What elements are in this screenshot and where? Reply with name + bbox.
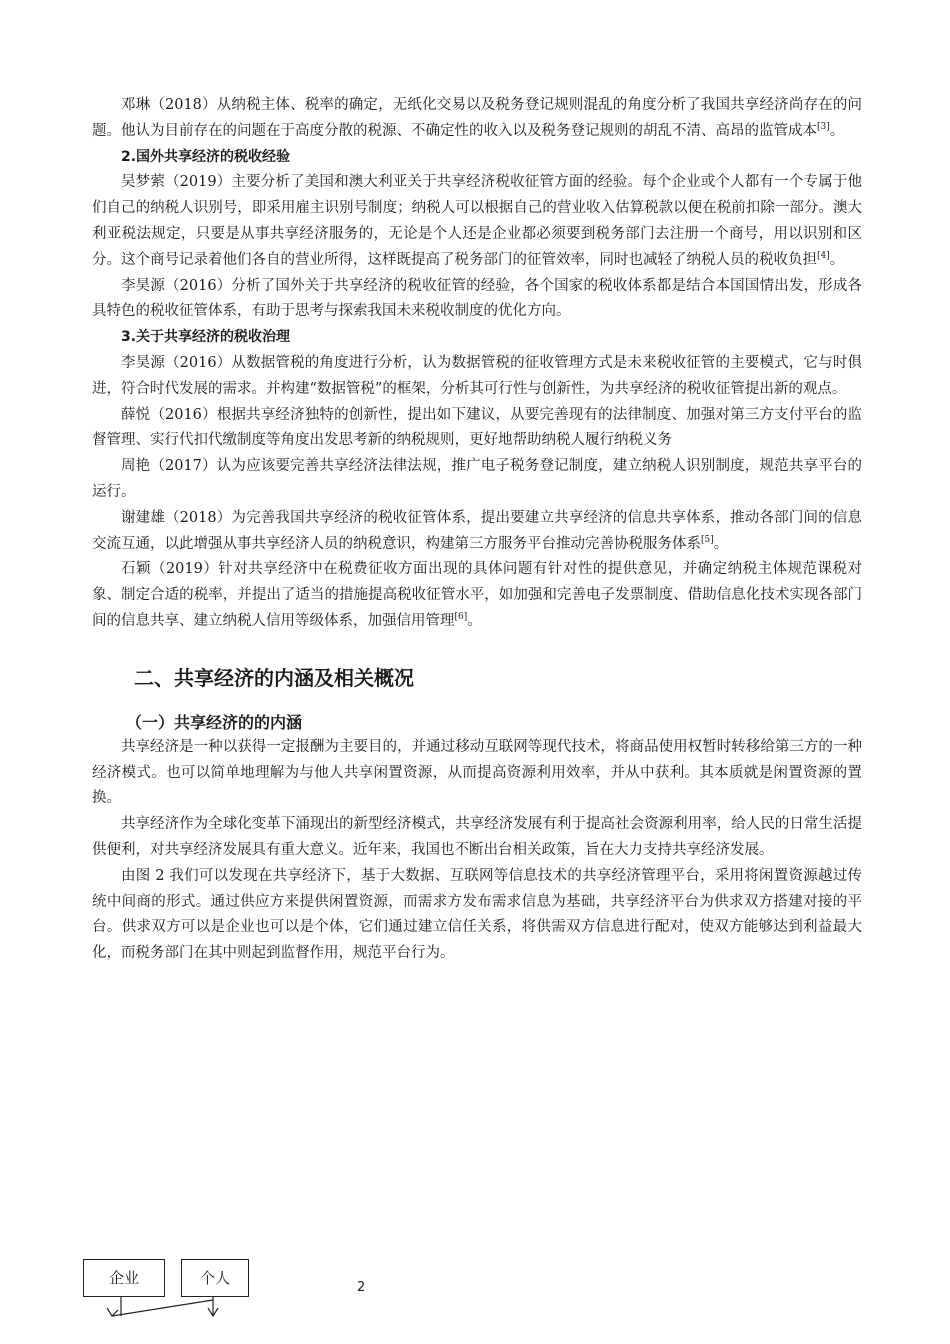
page-number: 2 xyxy=(357,1280,366,1295)
heading-foreign-experience: 2.国外共享经济的税收经验 xyxy=(121,148,291,165)
paragraph xyxy=(92,170,862,273)
paragraph xyxy=(92,454,862,506)
paragraph-group-1 xyxy=(92,93,862,145)
paragraph-text: 邓琳（2018）从纳税主体、税率的确定，无纸化交易以及税务登记规则混乱的角度分析了我国共享经济尚存在的问题。他认为目前存在的问题在于高度分散的税源、不确定性的收入以及税务登记规则的胡乱不清、高昂的监管成本 xyxy=(92,97,862,139)
paragraph xyxy=(92,93,862,145)
document-body xyxy=(92,93,862,967)
paragraph xyxy=(92,557,862,634)
paragraph-text: 共享经济作为全球化变革下涌现出的新型经济模式，共享经济发展有利于提高社会资源利用率，给人民的日常生活提供便利，对共享经济发展具有重大意义。近年来，我国也不断出台相关政策，旨在大力支持共享经济发展。 xyxy=(92,816,862,858)
citation-ref: [3] xyxy=(817,121,830,132)
paragraph-text: 李昊源（2016）从数据管税的角度进行分析，认为数据管税的征收管理方式是未来税收征管的主要模式，它与时俱进，符合时代发展的需求。并构建“数据管税”的框架，分析其可行性与创新性，为共享经济的税收征管提出新的观点。 xyxy=(92,354,862,397)
paragraph xyxy=(92,506,862,558)
paragraph-text: 薛悦（2016）根据共享经济独特的创新性，提出如下建议，从要完善现有的法律制度、加强对第三方支付平台的监督管理、实行代扣代缴制度等角度出发思考新的纳税规则，更好地帮助纳税人履行纳税义务 xyxy=(92,406,862,449)
paragraph-text: 周艳（2017）认为应该要完善共享经济法律法规，推广电子税务登记制度，建立纳税人识别制度，规范共享平台的运行。 xyxy=(92,458,862,500)
paragraph-group-2 xyxy=(92,170,862,325)
paragraph xyxy=(92,735,862,812)
subsection-title: （一）共享经济的的内涵 xyxy=(126,712,303,732)
paragraph-group-3 xyxy=(92,351,862,635)
paragraph-end: 。 xyxy=(467,612,482,629)
paragraph-text: 由图 2 我们可以发现在共享经济下，基于大数据、互联网等信息技术的共享经济管理平台，采用将闲置资源越过传统中间商的形式。通过供应方来提供闲置资源，而需求方发布需求信息为基础，共享经济平台为供求双方搭建对接的平台。供求双方可以是企业也可以是个体，它们通过建立信任关系，将供需双方信息进行配对，使双方能够达到利益最大化，而税务部门在其中则起到监督作用，规范平台行为。 xyxy=(92,867,862,962)
diagram-box-individual: 个人 xyxy=(181,1259,249,1297)
citation-ref: [4] xyxy=(817,250,830,261)
paragraph xyxy=(92,274,862,326)
paragraph xyxy=(92,812,862,864)
paragraph-group-4 xyxy=(92,735,862,967)
paragraph xyxy=(92,403,862,455)
paragraph-text: 共享经济是一种以获得一定报酬为主要目的，并通过移动互联网等现代技术，将商品使用权暂时转移给第三方的一种经济模式。也可以简单地理解为与他人共享闲置资源，从而提高资源利用效率，并从中获利。其本质就是闲置资源的置换。 xyxy=(92,738,862,807)
citation-ref: [6] xyxy=(454,612,468,623)
paragraph-text: 李昊源（2016）分析了国外关于共享经济的税收征管的经验，各个国家的税收体系都是结合本国国情出发，形成各具特色的税收征管体系，有助于思考与探索我国未来税收制度的优化方向。 xyxy=(92,277,862,320)
paragraph xyxy=(92,351,862,403)
heading-tax-governance: 3.关于共享经济的税收治理 xyxy=(121,329,291,346)
paragraph-text: 石颖（2019）针对共享经济中在税费征收方面出现的具体问题有针对性的提供意见，并确定纳税主体规范课税对象、制定合适的税率，并提出了适当的措施提高税收征管水平，如加强和完善电子发票制度、借助信息化技术实现各部门间的信息共享、建立纳税人信用等级体系，加强信用管理 xyxy=(92,561,862,629)
section-title: 二、共享经济的内涵及相关概况 xyxy=(134,665,414,690)
citation-ref: [5] xyxy=(701,534,714,545)
paragraph-end: 。 xyxy=(713,535,729,552)
paragraph xyxy=(92,864,862,967)
paragraph-end: 。 xyxy=(829,251,845,268)
paragraph-end: 。 xyxy=(829,122,845,139)
paragraph-text: 谢建雄（2018）为完善我国共享经济的税收征管体系，提出要建立共享经济的信息共享体系，推动各部门间的信息交流互通，以此增强从事共享经济人员的纳税意识，构建第三方服务平台推动完善协税服务体系 xyxy=(92,509,862,552)
paragraph-text: 吴梦萦（2019）主要分析了美国和澳大利亚关于共享经济税收征管方面的经验。每个企业或个人都有一个专属于他们自己的纳税人识别号，即采用雇主识别号制度；纳税人可以根据自己的营业收入估算税款以便在税前扣除一部分。澳大利亚税法规定，只要是从事共享经济服务的，无论是个人还是企业都必须要到税务部门去注册一个商号，用以识别和区分。这个商号记录着他们各自的营业所得，这样既提高了税务部门的征管效率，同时也减轻了纳税人员的税收负担 xyxy=(92,174,862,268)
diagram-box-enterprise: 企业 xyxy=(83,1259,165,1297)
